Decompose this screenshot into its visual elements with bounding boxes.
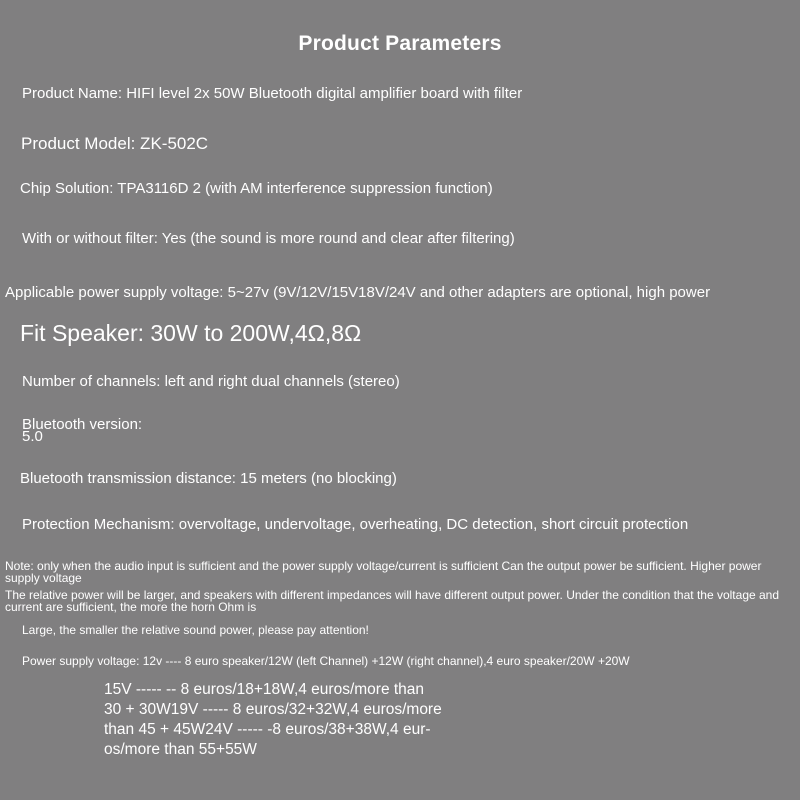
bluetooth-distance: Bluetooth transmission distance: 15 meters (no blocking) (20, 470, 397, 487)
note-text: Large, the smaller the relative sound power, please pay attention! (22, 623, 369, 637)
filter-info: With or without filter: Yes (the sound is more round and clear after filtering) (22, 230, 515, 247)
bluetooth-version-value: 5.0 (22, 428, 43, 445)
protection-mechanism: Protection Mechanism: overvoltage, undervoltage, overheating, DC detection, short circuit protection (22, 516, 689, 533)
note-text: The relative power will be larger, and speakers with different impedances will have different output power. Under the condition that the voltage and current are sufficient, the more the horn Ohm is (5, 588, 780, 614)
power-table-line: os/more than 55+55W (104, 741, 257, 758)
note-text: Note: only when the audio input is sufficient and the power supply voltage/current is sufficient Can the output power be sufficient. Higher power supply voltage (5, 559, 762, 585)
bluetooth-version-label: Bluetooth version: (22, 416, 143, 433)
power-supply-voltage: Applicable power supply voltage: 5~27v (9V/12V/15V18V/24V and other adapters are optional, high power (5, 284, 711, 301)
power-table-intro: Power supply voltage: 12v ---- 8 euro speaker/12W (left Channel) +12W (right channel),4 euro speaker/20W +20W (22, 654, 630, 668)
power-table-line: than 45 + 45W24V ----- -8 euros/38+38W,4 eur- (104, 721, 431, 738)
chip-solution: Chip Solution: TPA3116D 2 (with AM interference suppression function) (20, 180, 493, 197)
channel-count: Number of channels: left and right dual channels (stereo) (22, 373, 400, 390)
product-model: Product Model: ZK-502C (21, 134, 209, 153)
page-title: Product Parameters (298, 32, 502, 55)
product-name: Product Name: HIFI level 2x 50W Bluetooth digital amplifier board with filter (22, 85, 523, 102)
power-table (104, 680, 504, 760)
power-table-line: 15V ----- -- 8 euros/18+18W,4 euros/more than (104, 681, 425, 698)
power-table-line: 30 + 30W19V ----- 8 euros/32+32W,4 euros/more (104, 701, 442, 718)
fit-speaker: Fit Speaker: 30W to 200W,4Ω,8Ω (20, 320, 362, 346)
